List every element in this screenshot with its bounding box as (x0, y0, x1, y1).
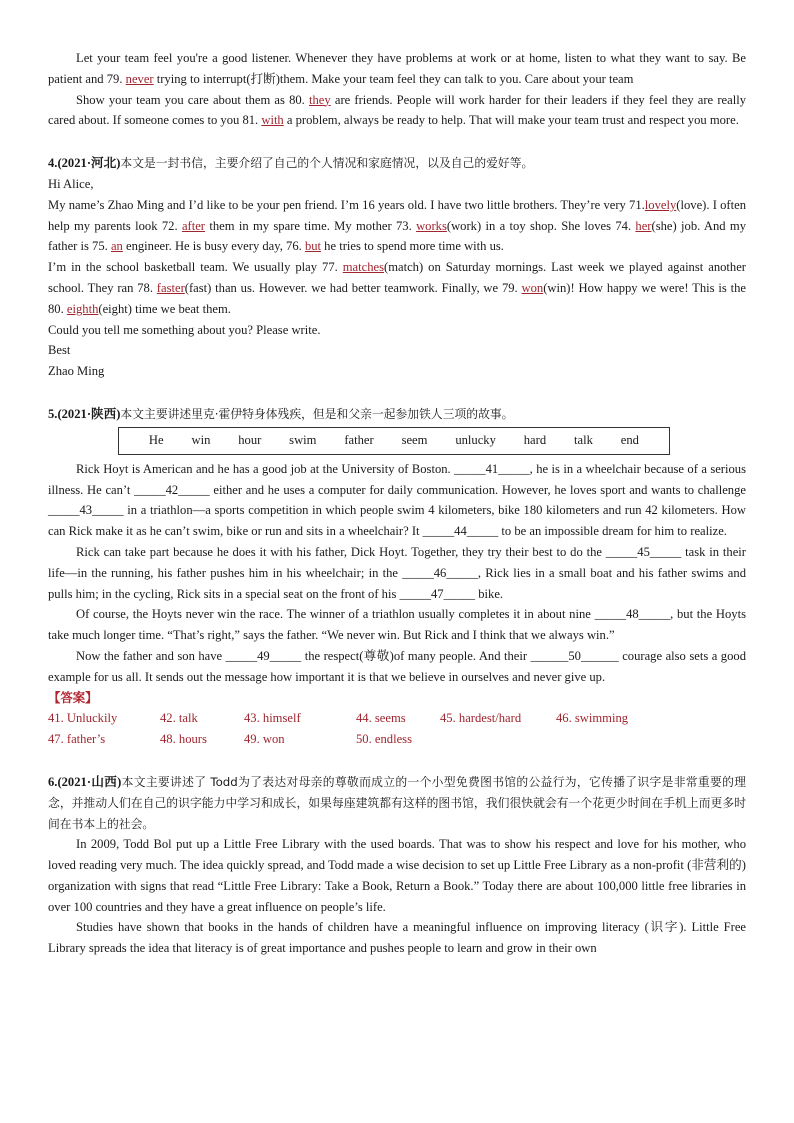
word-bank-item: seem (401, 433, 428, 448)
passage-paragraph: Rick Hoyt is American and he has a good job at the University of Boston. _____41_____, he is in a wheelchair because of a serious illness. He can’t _____42_____ either and he uses a computer for daily communication. However, he loves sport and wants to challenge _____43_____ in a triathlon—a sports competition in which people swim 4 kilometers, bike 180 kilometers and run 42 kilometers. How can Rick make it as he can’t swim, bike or run and sits in a wheelchair? It _____44_____ to be an impossible dream for him to realize. (48, 461, 746, 539)
answer-79: never (125, 71, 154, 86)
letter-closing: Best (48, 343, 71, 358)
letter-greeting: Hi Alice, (48, 176, 94, 191)
answer-item: 43. himself (244, 711, 301, 726)
question-summary: 本文主要讲述了 Todd为了表达对母亲的尊敬而成立的一个小型免费图书馆的公益行为，它传播了识字是非常重要的理念，并推动人们在自己的识字能力中学习和成长，如果每座建筑都有这样的图书馆，我们很快就会有一个花更少时间在手机上而更多时间在书本上的社会。 (48, 774, 746, 831)
passage-paragraph: Studies have shown that books in the hands of children have a meaningful influence on improving literacy (识字). Little Free Library spreads the idea that literacy is of great importance and pushes people to learn and grow in their own (48, 920, 746, 956)
letter-signature: Zhao Ming (48, 364, 105, 379)
answer-item: 44. seems (356, 711, 406, 726)
question-summary: 本文是一封书信，主要介绍了自己的个人情况和家庭情况，以及自己的爱好等。 (120, 156, 534, 171)
answer-label: 【答案】 (48, 689, 98, 705)
answer-81: with (261, 113, 284, 128)
word-bank-item: talk (574, 433, 593, 448)
answer-item: 49. won (244, 732, 285, 747)
answer-item: 48. hours (160, 732, 207, 747)
document-page (48, 48, 746, 959)
passage-paragraph: Could you tell me something about you? Please write. (48, 322, 321, 337)
question-summary: 本文主要讲述里克·霍伊特身体残疾，但是和父亲一起参加铁人三项的故事。 (120, 406, 514, 421)
word-bank-item: unlucky (455, 433, 496, 448)
answer-item: 50. endless (356, 732, 412, 747)
word-bank-item: swim (289, 433, 317, 448)
word-bank-item: hour (238, 433, 262, 448)
passage-paragraph: In 2009, Todd Bol put up a Little Free Library with the used boards. That was to show his respect and love for his mother, who loved reading very much. The idea quickly spread, and Todd made a wise decision to set up Little Free Library as a non-profit (非营利的) organization with signs that read “Little Free Library: Take a Book, Return a Book.” Today there are about 100,000 little free libraries in over 100 countries and they have a great influence on people’s life. (48, 837, 746, 914)
answer-80: they (309, 92, 331, 107)
word-bank-item: father (344, 433, 374, 448)
answer-item: 42. talk (160, 711, 198, 726)
passage-paragraph: Let your team feel you're a good listener. Whenever they have problems at work or at home, listen to what they want to say. Be patient and 79. never trying to interrupt(打断)them. Make your team feel they can talk to you. Care about your team (48, 51, 746, 86)
passage-paragraph: Of course, the Hoyts never win the race. The winner of a triathlon usually completes it in about nine _____48_____, but the Hoyts take much longer time. “That’s right,” says the father. “We never win. But Rick and I think that we always win.” (48, 607, 746, 643)
answer-key (48, 708, 746, 750)
passage-paragraph: I’m in the school basketball team. We usually play 77. matches(match) on Saturday mornings. Last week we played against another school. They ran 78. faster(fast) than us. However. we had better teamwork. Finally, we 79. won(win)! How happy we were! This is the 80. eighth(eight) time we beat them. (48, 260, 747, 316)
word-bank-item: end (620, 433, 639, 448)
question-heading: 5.(2021·陕西)本文主要讲述里克·霍伊特身体残疾，但是和父亲一起参加铁人三项的故事。 (48, 406, 514, 421)
answer-item: 46. swimming (556, 711, 629, 726)
word-bank-item: He (148, 433, 164, 448)
passage-paragraph: My name’s Zhao Ming and I’d like to be your pen friend. I’m 16 years old. I have two little brothers. They’re very 71.lovely(love). I often help my parents look 72. after them in my spare time. My mother 73. works(work) in a toy shop. She loves 74. her(she) job. And my father is 75. an engineer. He is busy every day, 76. but he tries to spend more time with us. (48, 197, 747, 254)
question-heading: 4.(2021·河北)本文是一封书信，主要介绍了自己的个人情况和家庭情况，以及自己的爱好等。 (48, 156, 534, 171)
question-heading: 6.(2021·山西)本文主要讲述了 Todd为了表达对母亲的尊敬而成立的一个小型免费图书馆的公益行为，它传播了识字是非常重要的理念，并推动人们在自己的识字能力中学习和成长，如果每座建筑都有这样的图书馆，我们很快就会有一个花更少时间在手机上而更多时间在书本上的社会。 (48, 774, 746, 831)
answer-item: 45. hardest/hard (440, 711, 522, 726)
answer-item: 47. father’s (48, 732, 106, 747)
passage-paragraph: Rick can take part because he does it with his father, Dick Hoyt. Together, they try their best to do the _____45_____ task in their life—in the running, his father pushes him in his wheelchair; in the _____46_____, Rick lies in a small boat and his father swims and pulls him; in the cycling, Rick sits in a special seat on the front of his _____47_____ bike. (48, 544, 746, 601)
passage-paragraph: Show your team you care about them as 80. they are friends. People will work harder for their leaders if they feel they are really cared about. If someone comes to you 81. with a problem, always be ready to help. That will make your team trust and respect you more. (48, 92, 746, 128)
word-bank-item: win (191, 433, 211, 448)
answer-item: 41. Unluckily (48, 711, 118, 726)
word-bank (118, 427, 670, 455)
word-bank-item: hard (523, 433, 547, 448)
passage-paragraph: Now the father and son have _____49_____ the respect(尊敬)of many people. And their ______50______ courage also sets a good example for us all. It sends out the message how important it is that we believe in ourselves and never give up. (48, 648, 746, 684)
